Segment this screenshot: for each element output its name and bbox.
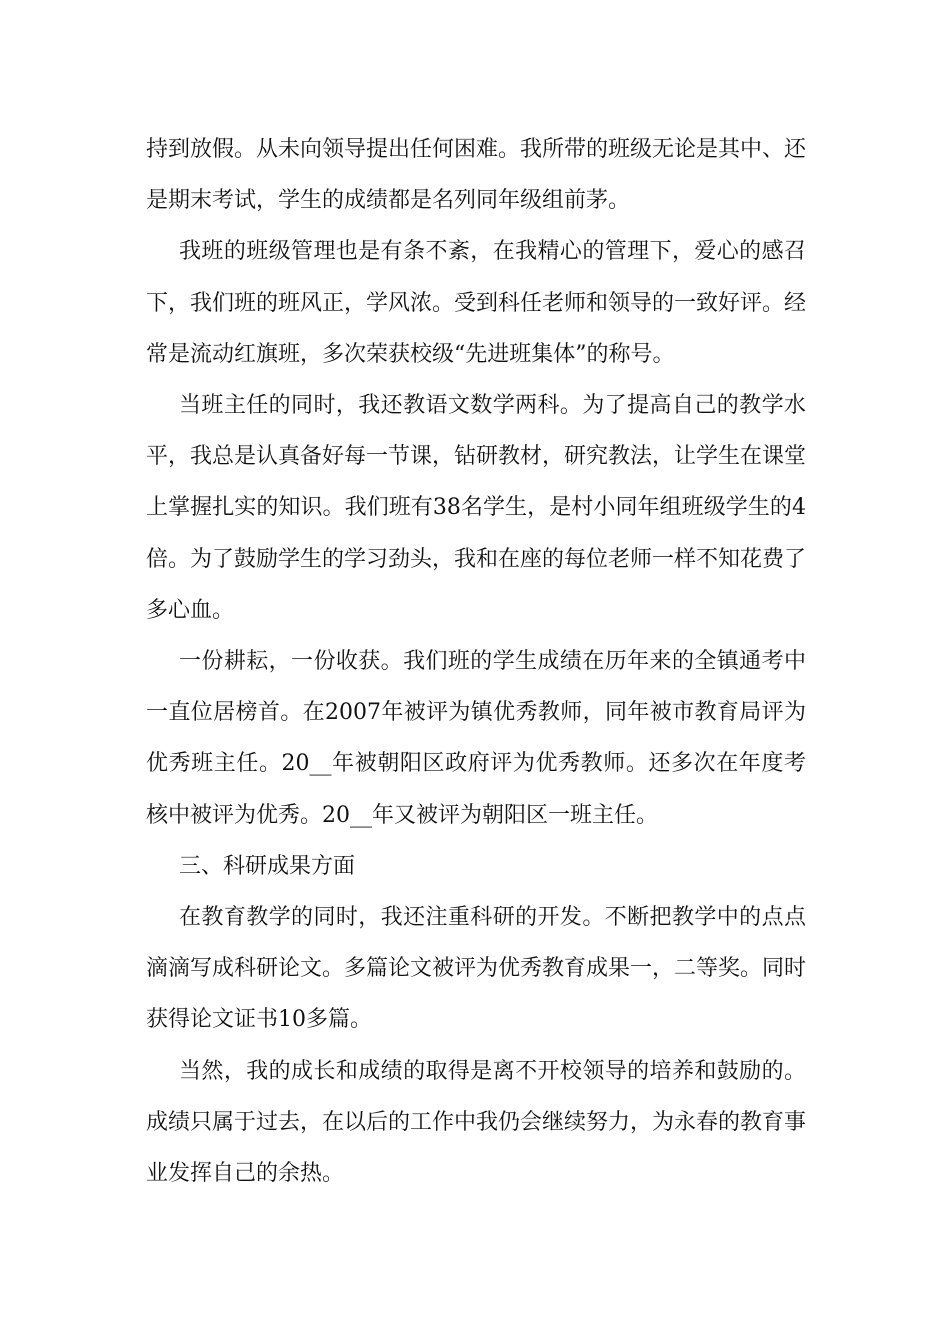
paragraph-research: 在教育教学的同时，我还注重科研的开发。不断把教学中的点点滴滴写成科研论文。多篇论文被评为优秀教育成果一，二等奖。同时获得论文证书10多篇。	[146, 905, 807, 1033]
section-heading-research: 三、科研成果方面	[179, 853, 356, 879]
paragraph-continuation: 持到放假。从未向领导提出任何困难。我所带的班级无论是其中、还是期末考试，学生的成绩都是名列同年级组前茅。	[146, 137, 807, 214]
paragraph-achievements: 一份耕耘，一份收获。我们班的学生成绩在历年来的全镇通考中一直位居榜首。在2007年被评为镇优秀教师，同年被市教育局评为优秀班主任。20__年被朝阳区政府评为优秀教师。还多次在年度考核中被评为优秀。20__年又被评为朝阳区一班主任。	[146, 649, 806, 828]
document-body	[146, 124, 806, 1199]
paragraph-class-management: 我班的班级管理也是有条不紊，在我精心的管理下，爱心的感召下，我们班的班风正，学风浓。受到科任老师和领导的一致好评。经常是流动红旗班，多次荣获校级“先进班集体”的称号。	[146, 239, 807, 367]
paragraph-teaching: 当班主任的同时，我还教语文数学两科。为了提高自己的教学水平，我总是认真备好每一节课，钻研教材，研究教法，让学生在课堂上掌握扎实的知识。我们班有38名学生，是村小同年组班级学生的4倍。为了鼓励学生的学习劲头，我和在座的每位老师一样不知花费了多心血。	[146, 393, 807, 623]
paragraph-conclusion: 当然，我的成长和成绩的取得是离不开校领导的培养和鼓励的。成绩只属于过去，在以后的工作中我仍会继续努力，为永春的教育事业发挥自己的余热。	[146, 1058, 807, 1187]
